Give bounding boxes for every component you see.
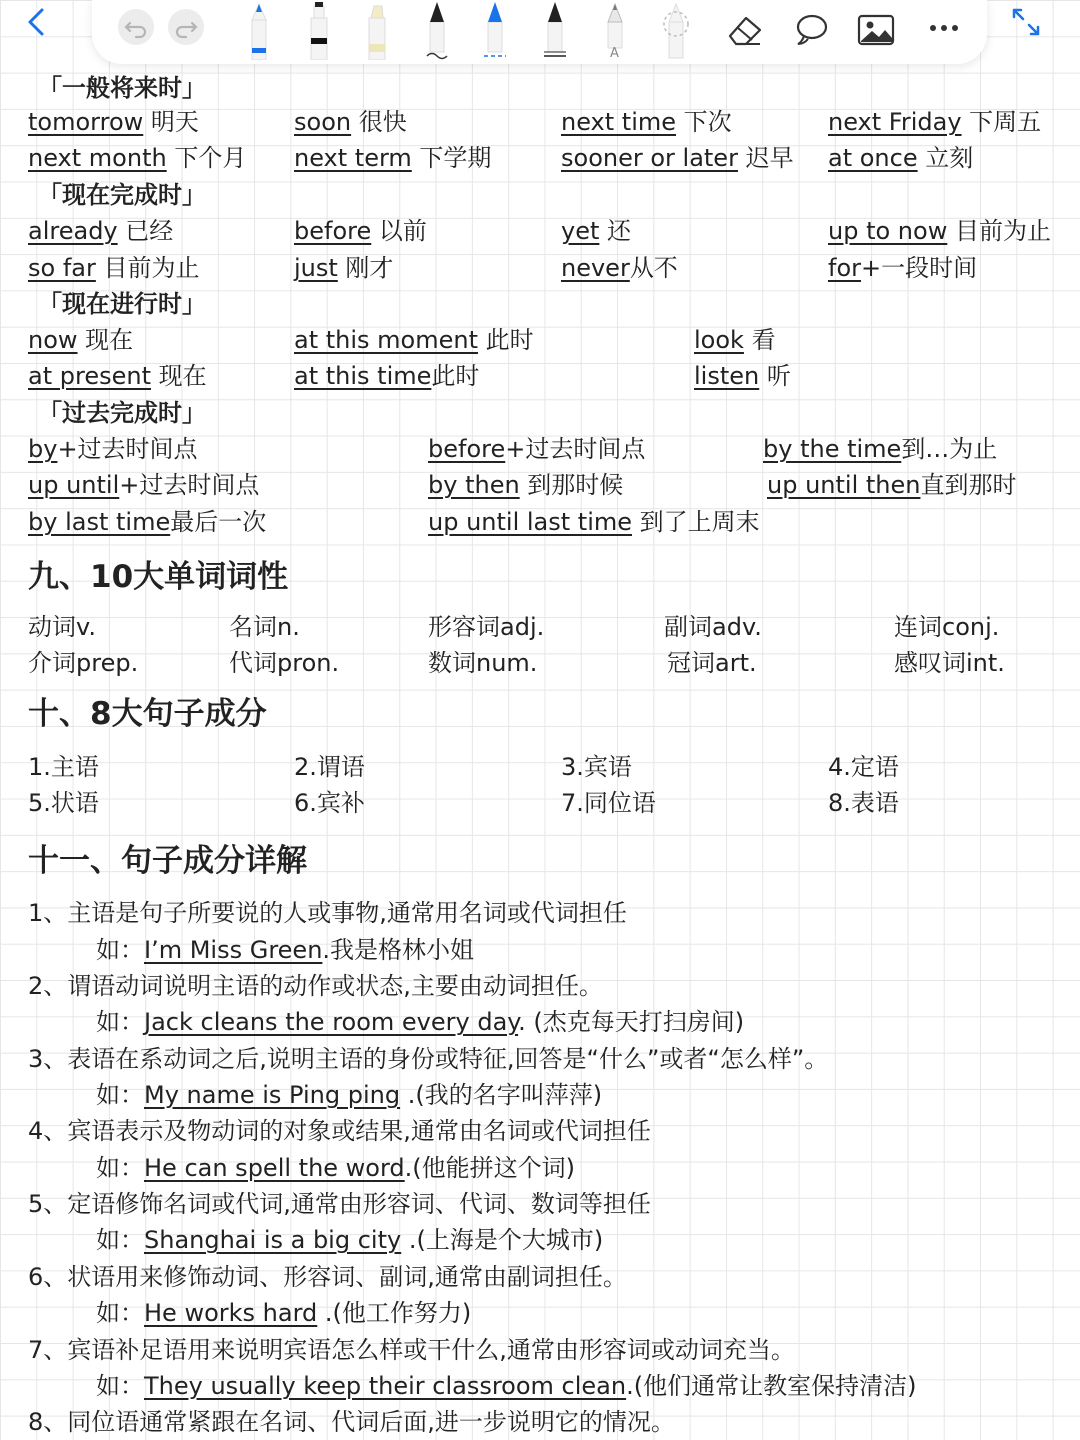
- part-of-speech: 形容词adj.: [428, 613, 545, 641]
- sentence-component: 1.主语: [28, 753, 99, 781]
- section-10-title: 十、8大句子成分: [28, 696, 267, 732]
- progressive-item: listen 听: [694, 362, 791, 390]
- expand-icon: [1008, 4, 1044, 40]
- chevron-left-icon: [18, 2, 58, 42]
- perfect-item: before 以前: [294, 217, 427, 245]
- fountain-pen-icon: [422, 0, 452, 60]
- pencil-tool[interactable]: [600, 0, 630, 64]
- marker-black-tool[interactable]: [304, 0, 334, 64]
- past-perfect-item: by+过去时间点: [28, 435, 198, 463]
- past-perfect-item: by then 到那时候: [428, 471, 624, 499]
- past-perfect-item: up until+过去时间点: [28, 471, 260, 499]
- drawing-toolbar: [92, 0, 987, 64]
- future-tense-header: 「一般将来时」: [38, 74, 206, 102]
- future-item: next month 下个月: [28, 144, 247, 172]
- component-example: 如：My name is Ping ping .(我的名字叫萍萍): [96, 1081, 603, 1109]
- part-of-speech: 动词v.: [28, 613, 96, 641]
- past-perfect-item: before+过去时间点: [428, 435, 646, 463]
- future-item: next term 下学期: [294, 144, 492, 172]
- sentence-component: 2.谓语: [294, 753, 365, 781]
- future-item: sooner or later 迟早: [561, 144, 794, 172]
- progressive-tense-header: 「现在进行时」: [38, 290, 206, 318]
- perfect-item: up to now 目前为止: [828, 217, 1051, 245]
- eraser-button[interactable]: [724, 10, 766, 54]
- undo-button[interactable]: [118, 9, 154, 45]
- progressive-item: now 现在: [28, 326, 134, 354]
- lasso-tool[interactable]: [658, 0, 694, 64]
- more-button[interactable]: [924, 10, 964, 54]
- perfect-tense-header: 「现在完成时」: [38, 181, 206, 209]
- marker-icon: [304, 0, 334, 60]
- component-definition: 8、同位语通常紧跟在名词、代词后面,进一步说明它的情况。: [28, 1408, 675, 1436]
- future-item: tomorrow 明天: [28, 108, 199, 136]
- eraser-icon: [724, 10, 766, 50]
- component-example: 如：I’m Miss Green.我是格林小姐: [96, 936, 475, 964]
- perfect-item: already 已经: [28, 217, 174, 245]
- past-perfect-item: by last time最后一次: [28, 508, 267, 536]
- component-definition: 1、主语是句子所要说的人或事物,通常用名词或代词担任: [28, 899, 627, 927]
- progressive-item: at present 现在: [28, 362, 207, 390]
- component-example: 如：He can spell the word.(他能拼这个词): [96, 1154, 576, 1182]
- part-of-speech: 介词prep.: [28, 649, 139, 677]
- progressive-item: look 看: [694, 326, 776, 354]
- insert-image-button[interactable]: [856, 10, 896, 54]
- image-icon: [856, 10, 896, 50]
- pencil-label: A: [610, 46, 619, 61]
- redo-icon: [168, 9, 204, 45]
- future-item: soon 很快: [294, 108, 407, 136]
- component-definition: 2、谓语动词说明主语的动作或状态,主要由动词担任。: [28, 972, 603, 1000]
- perfect-item: just 刚才: [294, 254, 394, 282]
- highlighter-icon: [362, 0, 392, 60]
- part-of-speech: 冠词art.: [667, 649, 757, 677]
- undo-icon: [118, 9, 154, 45]
- pen-blue-tool[interactable]: [244, 0, 274, 64]
- future-item: next Friday 下周五: [828, 108, 1042, 136]
- perfect-item: so far 目前为止: [28, 254, 200, 282]
- perfect-item: for+一段时间: [828, 254, 978, 282]
- part-of-speech: 连词conj.: [894, 613, 1000, 641]
- lasso-pen-icon: [658, 0, 694, 60]
- component-example: 如：They usually keep their classroom clean.(他们通常让教室保持清洁): [96, 1372, 917, 1400]
- component-example: 如：Jack cleans the room every day. (杰克每天打扫房间): [96, 1008, 745, 1036]
- pen-blue-dashed-tool[interactable]: [480, 0, 510, 64]
- past-perfect-header: 「过去完成时」: [38, 399, 206, 427]
- section-11-title: 十一、句子成分详解: [28, 843, 307, 879]
- sentence-component: 5.状语: [28, 789, 99, 817]
- pen-icon: [244, 0, 274, 60]
- fullscreen-button[interactable]: [1008, 4, 1044, 40]
- highlighter-tool[interactable]: [362, 0, 392, 64]
- pen-icon: [540, 0, 570, 60]
- component-definition: 3、表语在系动词之后,说明主语的身份或特征,回答是“什么”或者“怎么样”。: [28, 1045, 829, 1073]
- future-item: next time 下次: [561, 108, 732, 136]
- component-definition: 6、状语用来修饰动词、形容词、副词,通常由副词担任。: [28, 1263, 627, 1291]
- redo-button[interactable]: [168, 9, 204, 45]
- perfect-item: never从不: [561, 254, 678, 282]
- component-definition: 4、宾语表示及物动词的对象或结果,通常由名词或代词担任: [28, 1117, 651, 1145]
- section-9-title: 九、10大单词词性: [28, 559, 289, 595]
- part-of-speech: 数词num.: [428, 649, 538, 677]
- lasso-select-button[interactable]: [792, 10, 832, 54]
- component-definition: 7、宾语补足语用来说明宾语怎么样或干什么,通常由形容词或动词充当。: [28, 1336, 795, 1364]
- speech-bubble-icon: [792, 10, 832, 50]
- more-icon: [924, 10, 964, 50]
- component-example: 如：Shanghai is a big city .(上海是个大城市): [96, 1226, 604, 1254]
- fountain-pen-tool[interactable]: [422, 0, 452, 64]
- part-of-speech: 感叹词int.: [894, 649, 1005, 677]
- past-perfect-item: up until then直到那时: [767, 471, 1017, 499]
- perfect-item: yet 还: [561, 217, 632, 245]
- future-item: at once 立刻: [828, 144, 974, 172]
- sentence-component: 8.表语: [828, 789, 899, 817]
- sentence-component: 3.宾语: [561, 753, 632, 781]
- past-perfect-item: up until last time 到了上周末: [428, 508, 760, 536]
- sentence-component: 4.定语: [828, 753, 899, 781]
- sentence-component: 6.宾补: [294, 789, 365, 817]
- part-of-speech: 副词adv.: [664, 613, 762, 641]
- progressive-item: at this time此时: [294, 362, 480, 390]
- component-definition: 5、定语修饰名词或代词,通常由形容词、代词、数词等担任: [28, 1190, 651, 1218]
- past-perfect-item: by the time到…为止: [763, 435, 998, 463]
- pen-icon: [480, 0, 510, 60]
- progressive-item: at this moment 此时: [294, 326, 534, 354]
- part-of-speech: 代词pron.: [229, 649, 340, 677]
- part-of-speech: 名词n.: [229, 613, 300, 641]
- component-example: 如：He works hard .(他工作努力): [96, 1299, 472, 1327]
- pen-black-tool[interactable]: [540, 0, 570, 64]
- sentence-component: 7.同位语: [561, 789, 656, 817]
- back-button[interactable]: [18, 2, 58, 42]
